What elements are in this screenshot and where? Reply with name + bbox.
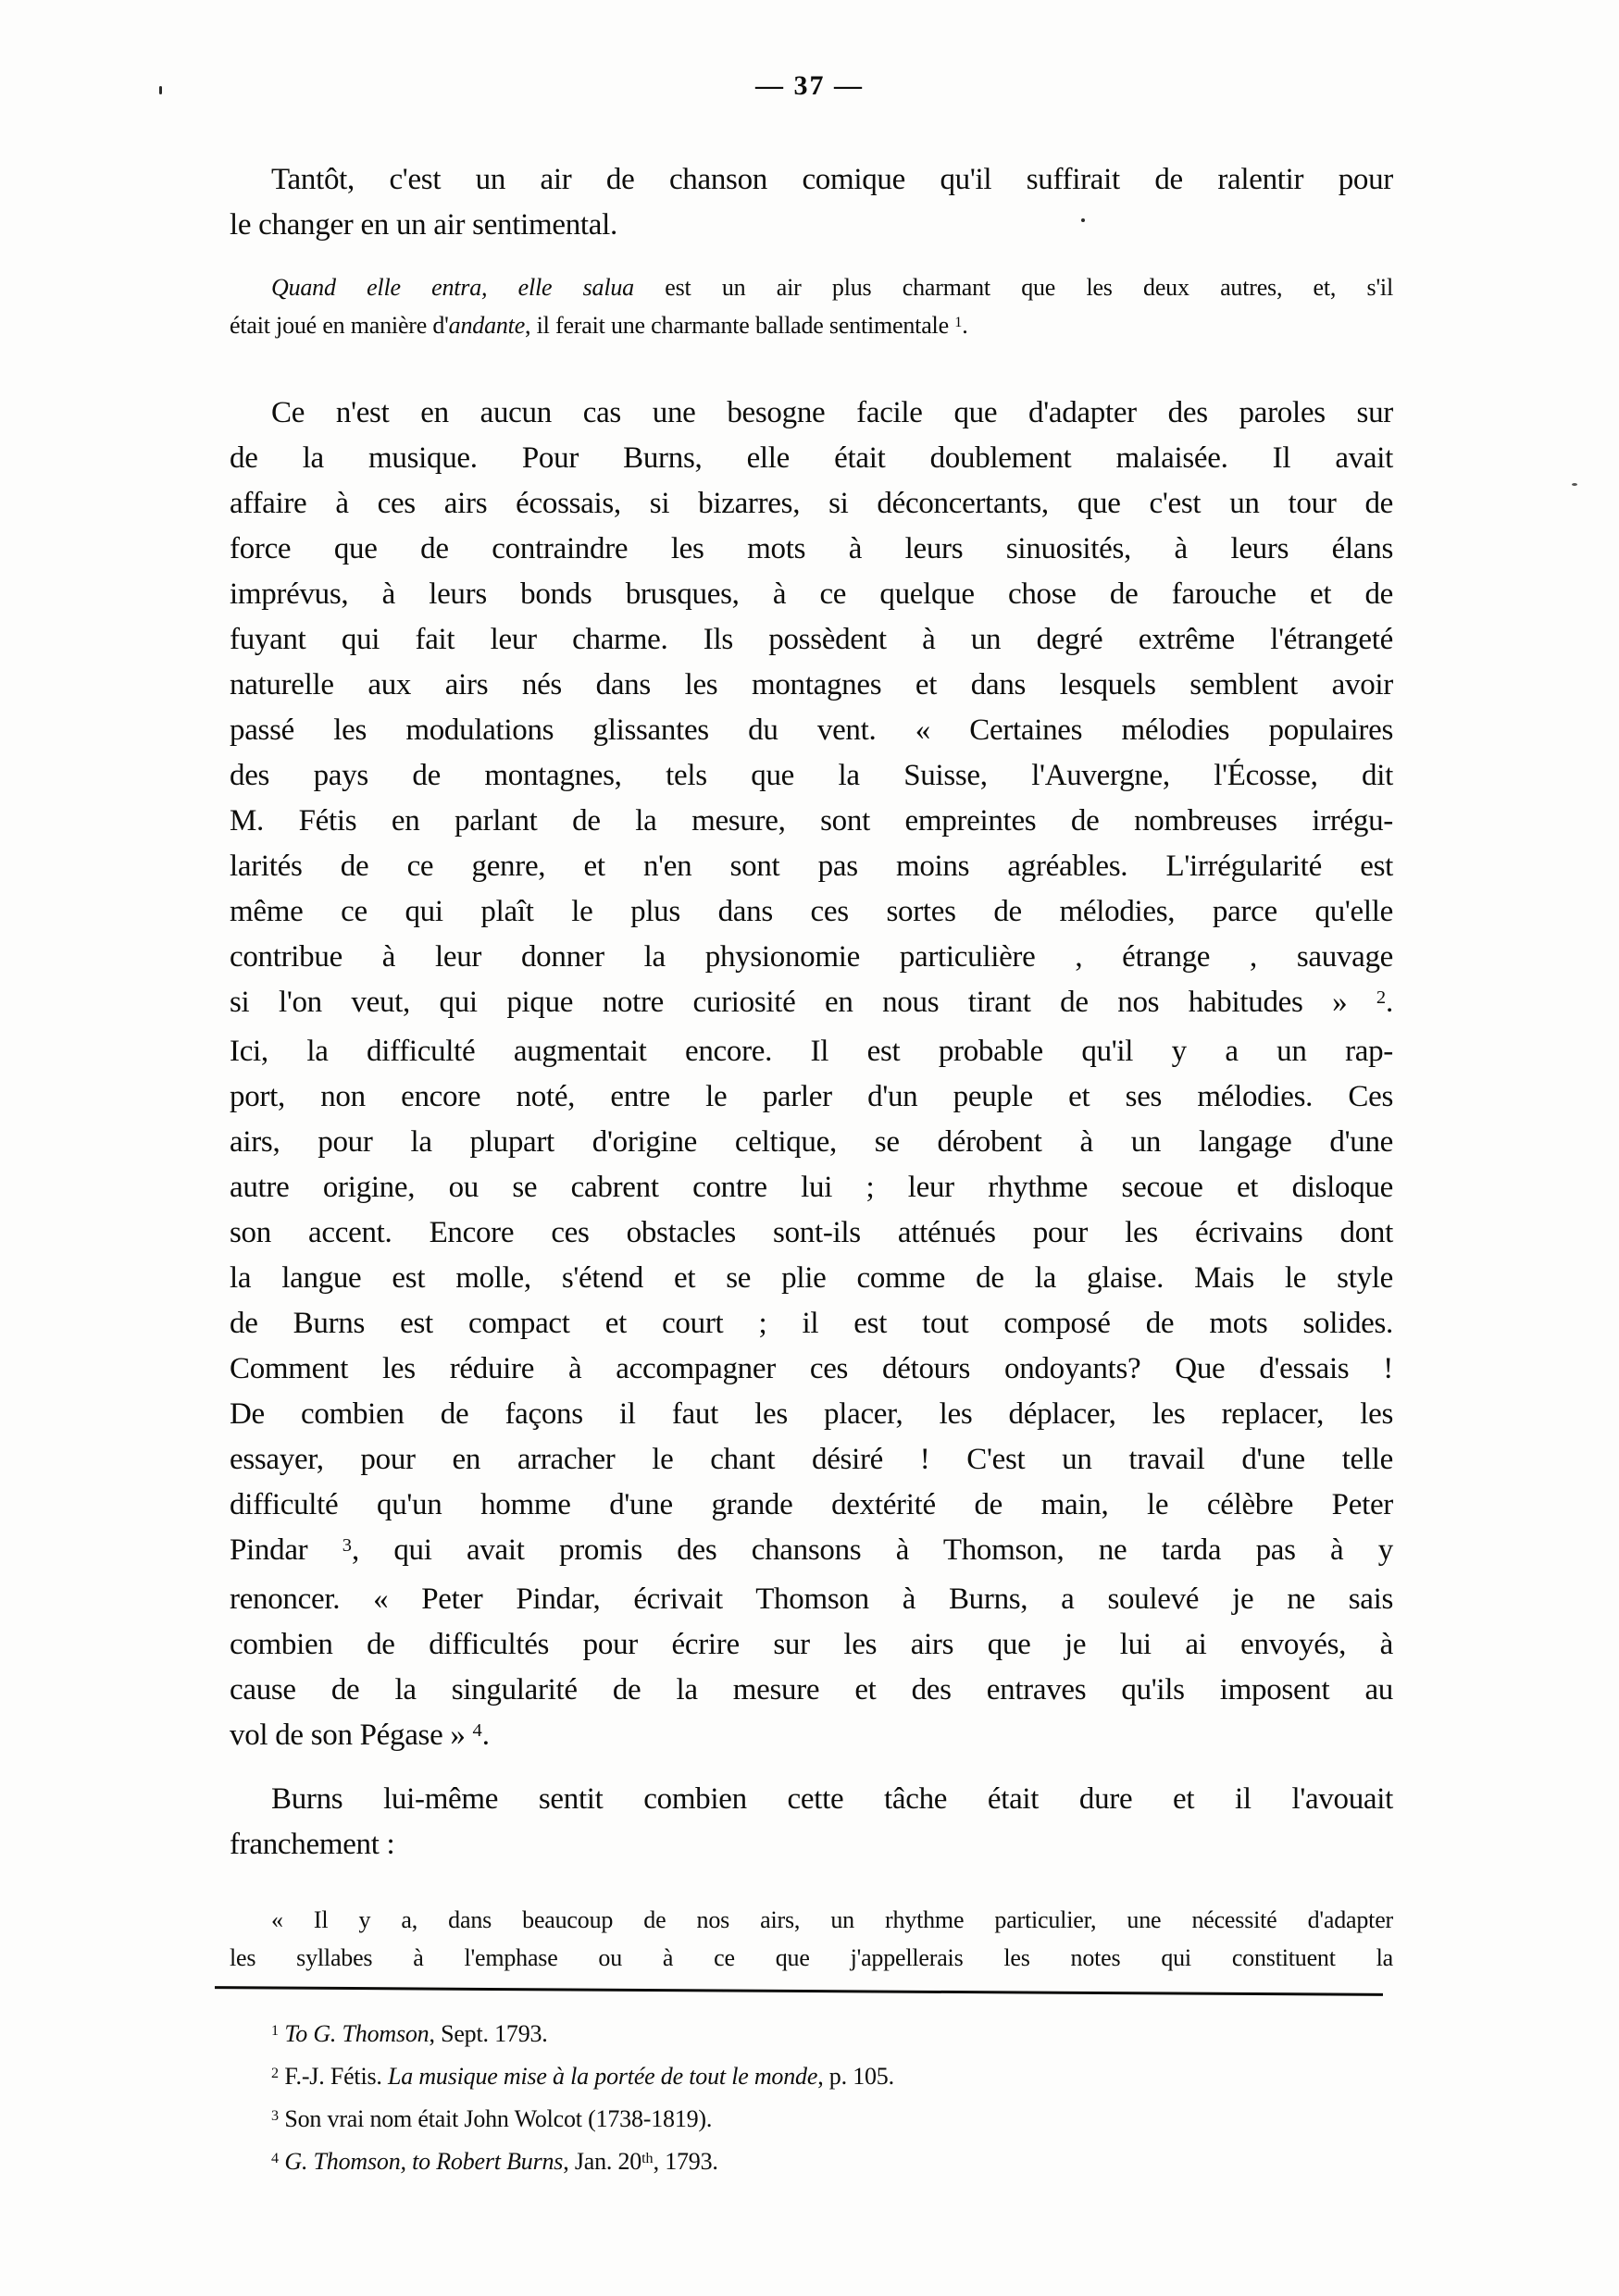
text-segment: , Sept. 1793. xyxy=(429,2020,548,2047)
text-line xyxy=(230,753,1393,799)
text-segment: autre origine, ou se cabrent contre lui ; leur rhythme secoue et disloque xyxy=(230,1171,1393,1204)
text-line xyxy=(230,2015,1393,2057)
text-line xyxy=(230,663,1393,708)
text-segment: force que de contraindre les mots à leurs sinuosités, à leurs élans xyxy=(230,532,1393,565)
text-line xyxy=(230,1029,1393,1074)
text-segment: essayer, pour en arracher le chant désiré ! C'est un travail d'une telle xyxy=(230,1443,1393,1476)
scan-speck xyxy=(159,86,162,94)
text-line xyxy=(230,1210,1393,1256)
text-segment: larités de ce genre, et n'en sont pas moins agréables. L'irrégularité est xyxy=(230,850,1393,883)
text-line xyxy=(230,935,1393,980)
text-segment: la langue est molle, s'étend et se plie comme de la glaise. Mais le style xyxy=(230,1261,1393,1295)
text-line xyxy=(230,1822,1393,1868)
text-segment: même ce qui plaît le plus dans ces sortes de mélodies, parce qu'elle xyxy=(230,895,1393,928)
text-line xyxy=(230,889,1393,935)
text-line xyxy=(230,1120,1393,1165)
text-line xyxy=(230,481,1393,527)
text-line xyxy=(230,1074,1393,1120)
paragraph-intro xyxy=(230,157,1393,248)
footnote-separator xyxy=(215,1986,1383,1996)
text-line xyxy=(230,1577,1393,1622)
text-segment: . xyxy=(481,1719,490,1752)
text-segment: Ce n'est en aucun cas une besogne facile que d'adapter des paroles sur xyxy=(271,396,1393,429)
page-number: — 37 — xyxy=(755,70,864,101)
text-segment: airs, pour la plupart d'origine celtique, se dérobent à un langage d'une xyxy=(230,1125,1393,1159)
text-line xyxy=(230,1528,1393,1577)
text-line xyxy=(230,1301,1393,1347)
text-segment: difficulté qu'un homme d'une grande dextérité de main, le célèbre Peter xyxy=(230,1488,1393,1521)
footnote-marker: 1 xyxy=(954,314,963,330)
text-line xyxy=(230,391,1393,436)
text-line xyxy=(230,2142,1393,2185)
text-line xyxy=(230,1165,1393,1210)
text-segment: combien de difficultés pour écrire sur les airs que je lui ai envoyés, à xyxy=(230,1628,1393,1661)
text-segment: franchement : xyxy=(230,1828,395,1861)
text-line xyxy=(230,306,1393,348)
text-segment: était joué en manière d' xyxy=(230,312,449,339)
text-segment: . xyxy=(962,312,968,339)
text-segment: Pindar xyxy=(230,1533,342,1567)
text-segment: passé les modulations glissantes du vent. « Certaines mélodies populaires xyxy=(230,714,1393,747)
text-line xyxy=(230,1939,1393,1977)
text-segment: M. Fétis en parlant de la mesure, sont empreintes de nombreuses irrégu- xyxy=(230,804,1393,838)
text-segment: , p. 105. xyxy=(817,2063,894,2090)
text-line xyxy=(230,1901,1393,1939)
text-segment: cause de la singularité de la mesure et des entraves qu'ils imposent au xyxy=(230,1673,1393,1706)
italic-text-segment: To G. Thomson xyxy=(284,2020,430,2047)
text-segment: Burns lui-même sentit combien cette tâche était dure et il l'avouait xyxy=(271,1782,1393,1816)
paragraph-main xyxy=(230,391,1393,1762)
paragraph-burns-avowal xyxy=(230,1777,1393,1868)
text-line xyxy=(230,708,1393,753)
text-segment: des pays de montagnes, tels que la Suisse, l'Auvergne, l'Écosse, dit xyxy=(230,759,1393,792)
text-line xyxy=(230,1347,1393,1392)
scan-speck xyxy=(1081,218,1085,222)
text-column xyxy=(230,157,1393,2185)
text-line xyxy=(230,203,1393,248)
footnote-marker: 1 xyxy=(271,2022,280,2039)
text-line xyxy=(230,268,1393,306)
text-segment: De combien de façons il faut les placer, les déplacer, les replacer, les xyxy=(230,1397,1393,1431)
text-line xyxy=(230,1622,1393,1668)
text-line xyxy=(230,799,1393,844)
text-line xyxy=(230,1483,1393,1528)
text-line xyxy=(230,1777,1393,1822)
text-segment: fuyant qui fait leur charme. Ils possèdent à un degré extrême l'étrangeté xyxy=(230,623,1393,656)
text-segment: F.-J. Fétis. xyxy=(279,2063,388,2090)
quote-block-burns-letter xyxy=(230,1901,1393,1977)
text-line xyxy=(230,1256,1393,1301)
text-segment: , il ferait une charmante ballade sentimentale xyxy=(525,312,955,339)
footnote-marker: th xyxy=(641,2150,654,2166)
footnote-marker: 2 xyxy=(271,2065,280,2081)
text-segment: Son vrai nom était John Wolcot (1738-1819). xyxy=(279,2105,713,2132)
footnote-marker: 3 xyxy=(342,1534,352,1556)
footnote-marker: 4 xyxy=(271,2150,280,2166)
text-segment: . xyxy=(1386,986,1393,1019)
italic-text-segment: Quand elle entra, elle salua xyxy=(271,274,634,301)
italic-text-segment: La musique mise à la portée de tout le monde xyxy=(387,2063,818,2090)
footnote-marker: 3 xyxy=(271,2107,280,2124)
text-line xyxy=(230,1668,1393,1713)
text-line xyxy=(230,2057,1393,2100)
text-segment: les syllabes à l'emphase ou à ce que j'appellerais les notes qui constituent la xyxy=(230,1944,1393,1971)
footnotes xyxy=(230,2015,1393,2185)
text-segment: Tantôt, c'est un air de chanson comique qu'il suffirait de ralentir pour xyxy=(271,163,1393,196)
text-line xyxy=(230,1437,1393,1483)
text-segment: Ici, la difficulté augmentait encore. Il est probable qu'il y a un rap- xyxy=(230,1035,1393,1068)
text-line xyxy=(230,436,1393,481)
text-segment: , qui avait promis des chansons à Thomson, ne tarda pas à y xyxy=(351,1533,1393,1567)
text-line xyxy=(230,844,1393,889)
text-line xyxy=(230,2100,1393,2142)
text-segment: contribue à leur donner la physionomie particulière , étrange , sauvage xyxy=(230,940,1393,974)
text-segment: de la musique. Pour Burns, elle était doublement malaisée. Il avait xyxy=(230,441,1393,475)
text-segment: si l'on veut, qui pique notre curiosité en nous tirant de nos habitudes » xyxy=(230,986,1376,1019)
text-segment: Comment les réduire à accompagner ces détours ondoyants? Que d'essais ! xyxy=(230,1352,1393,1385)
italic-text-segment: G. Thomson, to Robert Burns xyxy=(284,2148,564,2175)
text-segment: , Jan. 20 xyxy=(563,2148,642,2175)
footnote-marker: 4 xyxy=(472,1719,482,1741)
text-segment: naturelle aux airs nés dans les montagnes et dans lesquels semblent avoir xyxy=(230,668,1393,701)
scan-speck xyxy=(1572,483,1577,486)
text-line xyxy=(230,527,1393,572)
text-line xyxy=(230,1713,1393,1762)
text-segment: est un air plus charmant que les deux autres, et, s'il xyxy=(633,274,1393,301)
text-line xyxy=(230,157,1393,203)
text-segment: port, non encore noté, entre le parler d'un peuple et ses mélodies. Ces xyxy=(230,1080,1393,1113)
text-line xyxy=(230,980,1393,1029)
text-segment: renoncer. « Peter Pindar, écrivait Thomson à Burns, a soulevé je ne sais xyxy=(230,1582,1393,1616)
text-segment: son accent. Encore ces obstacles sont-ils atténués pour les écrivains dont xyxy=(230,1216,1393,1249)
italic-text-segment: andante xyxy=(448,312,526,339)
text-segment: imprévus, à leurs bonds brusques, à ce quelque chose de farouche et de xyxy=(230,577,1393,611)
quote-block-airs xyxy=(230,268,1393,348)
footnote-marker: 2 xyxy=(1376,987,1387,1008)
text-line xyxy=(230,617,1393,663)
text-line xyxy=(230,572,1393,617)
text-segment: « Il y a, dans beaucoup de nos airs, un rhythme particulier, une nécessité d'adapter xyxy=(271,1906,1393,1933)
text-segment: vol de son Pégase » xyxy=(230,1719,473,1752)
text-line xyxy=(230,1392,1393,1437)
text-segment: le changer en un air sentimental. xyxy=(230,208,617,242)
text-segment: de Burns est compact et court ; il est tout composé de mots solides. xyxy=(230,1307,1393,1340)
text-segment: , 1793. xyxy=(653,2148,718,2175)
text-segment: affaire à ces airs écossais, si bizarres, si déconcertants, que c'est un tour de xyxy=(230,487,1393,520)
